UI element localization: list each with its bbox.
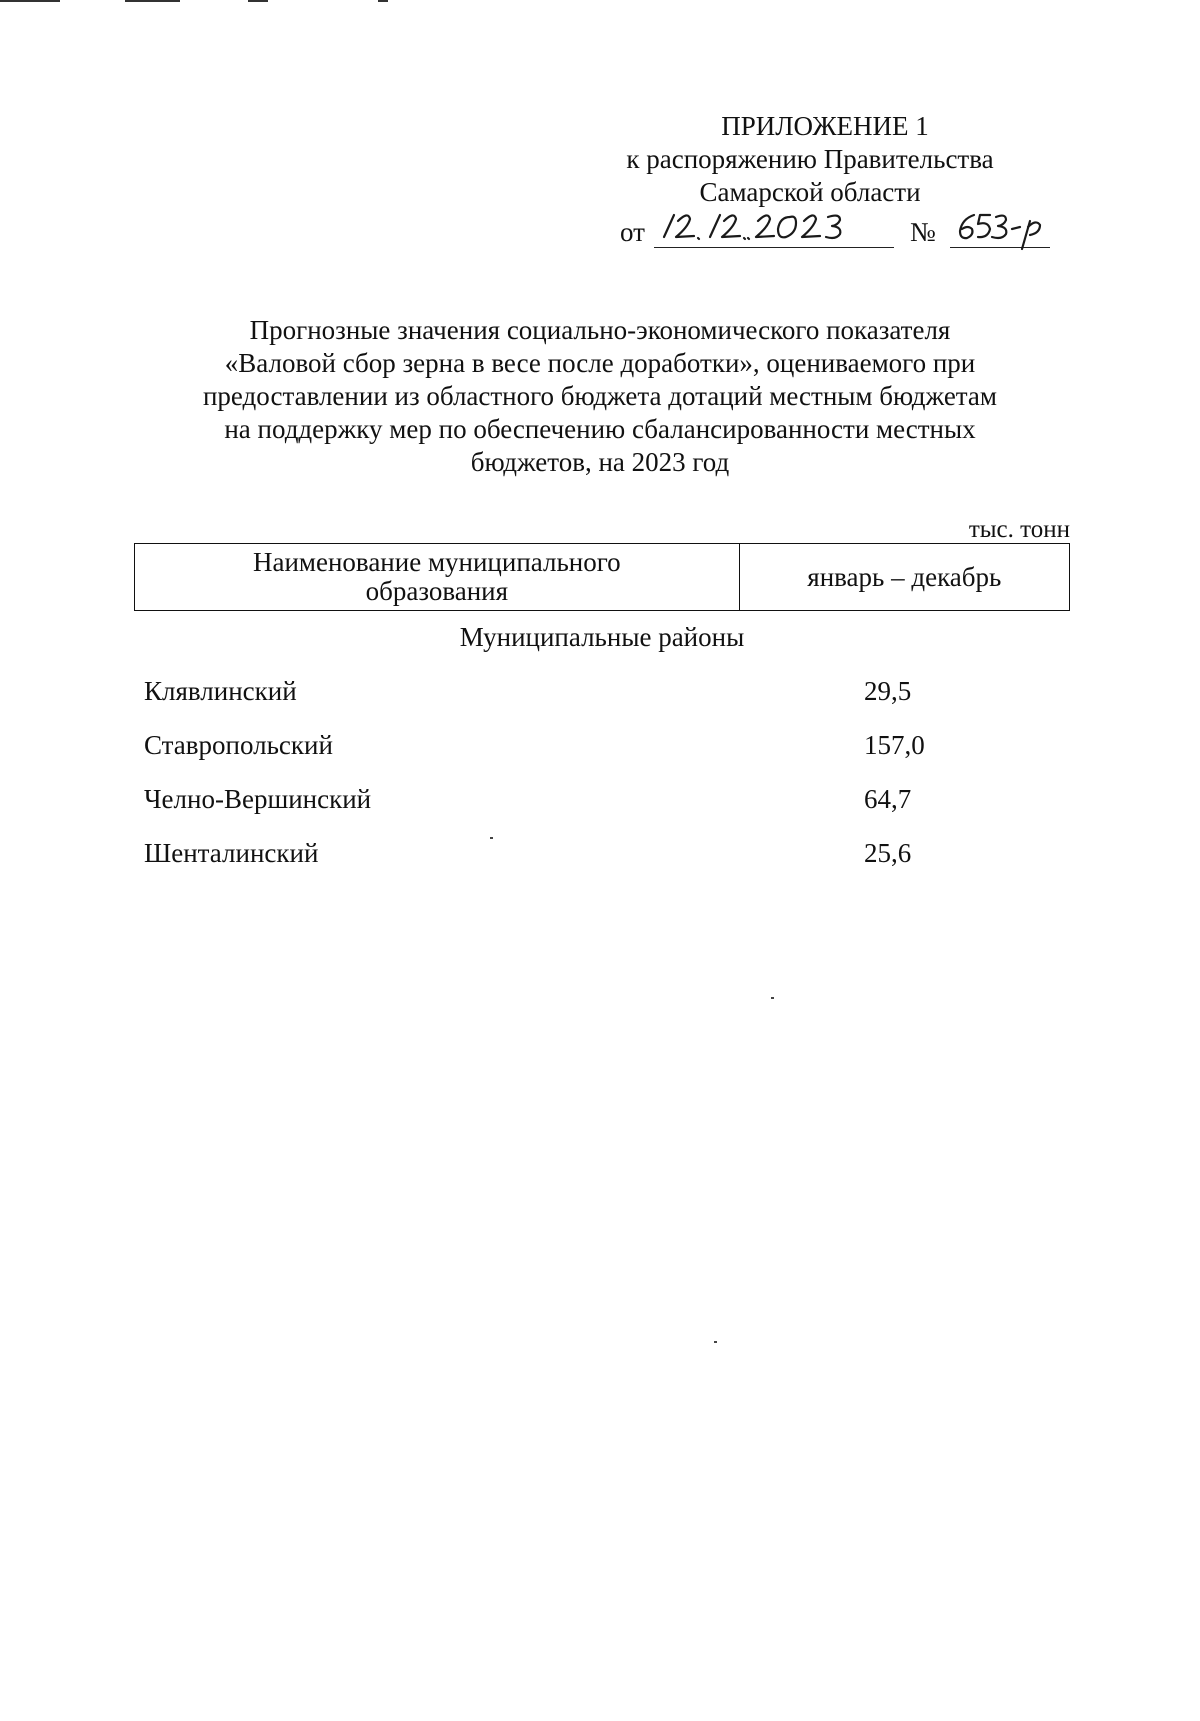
heading-line-5: бюджетов, на 2023 год bbox=[470, 447, 730, 477]
units-label: тыс. тонн bbox=[968, 516, 1070, 543]
document-heading bbox=[150, 314, 1050, 479]
section-title: Муниципальные районы bbox=[459, 622, 745, 652]
handwritten-number-signature bbox=[950, 207, 1050, 251]
header-period: январь – декабрь bbox=[739, 544, 1069, 611]
row-name: Шенталинский bbox=[144, 838, 319, 868]
header-municipality bbox=[135, 544, 740, 611]
row-name: Клявлинский bbox=[144, 676, 297, 706]
scan-edge-marks bbox=[0, 0, 400, 4]
header-municipality-line-2: образования bbox=[365, 576, 509, 606]
table-row bbox=[144, 784, 1080, 838]
number-sign: № bbox=[910, 217, 936, 247]
handwritten-date-signature bbox=[654, 207, 894, 251]
row-value: 29,5 bbox=[864, 676, 912, 706]
heading-line-4: на поддержку мер по обеспечению сбалансированности местных bbox=[224, 414, 976, 444]
table-row bbox=[144, 838, 1080, 892]
row-value: 64,7 bbox=[864, 784, 912, 814]
scan-speck bbox=[771, 997, 774, 999]
appendix-title: ПРИЛОЖЕНИЕ 1 bbox=[721, 111, 929, 141]
appendix-line-1: к распоряжению Правительства bbox=[626, 144, 994, 174]
data-table-header bbox=[134, 543, 1070, 611]
scan-speck bbox=[490, 837, 493, 839]
table-row bbox=[144, 676, 1080, 730]
handwritten-date bbox=[654, 207, 894, 248]
heading-line-2: «Валовой сбор зерна в весе после доработки», оцениваемого при bbox=[224, 348, 976, 378]
appendix-block bbox=[560, 110, 1060, 209]
table-row bbox=[144, 730, 1080, 784]
table-body bbox=[144, 676, 1080, 892]
date-number-line bbox=[620, 207, 1060, 251]
date-prefix: от bbox=[620, 217, 645, 247]
row-value: 157,0 bbox=[864, 730, 925, 760]
header-municipality-line-1: Наименование муниципального bbox=[252, 547, 621, 577]
row-name: Ставропольский bbox=[144, 730, 333, 760]
row-value: 25,6 bbox=[864, 838, 912, 868]
scan-speck bbox=[714, 1341, 717, 1343]
appendix-line-2: Самарской области bbox=[699, 177, 921, 207]
heading-line-3: предоставлении из областного бюджета дотаций местным бюджетам bbox=[202, 381, 998, 411]
row-name: Челно-Вершинский bbox=[144, 784, 372, 814]
heading-line-1: Прогнозные значения социально-экономического показателя bbox=[249, 315, 951, 345]
table-header-row bbox=[135, 544, 1070, 611]
handwritten-number bbox=[950, 207, 1050, 248]
